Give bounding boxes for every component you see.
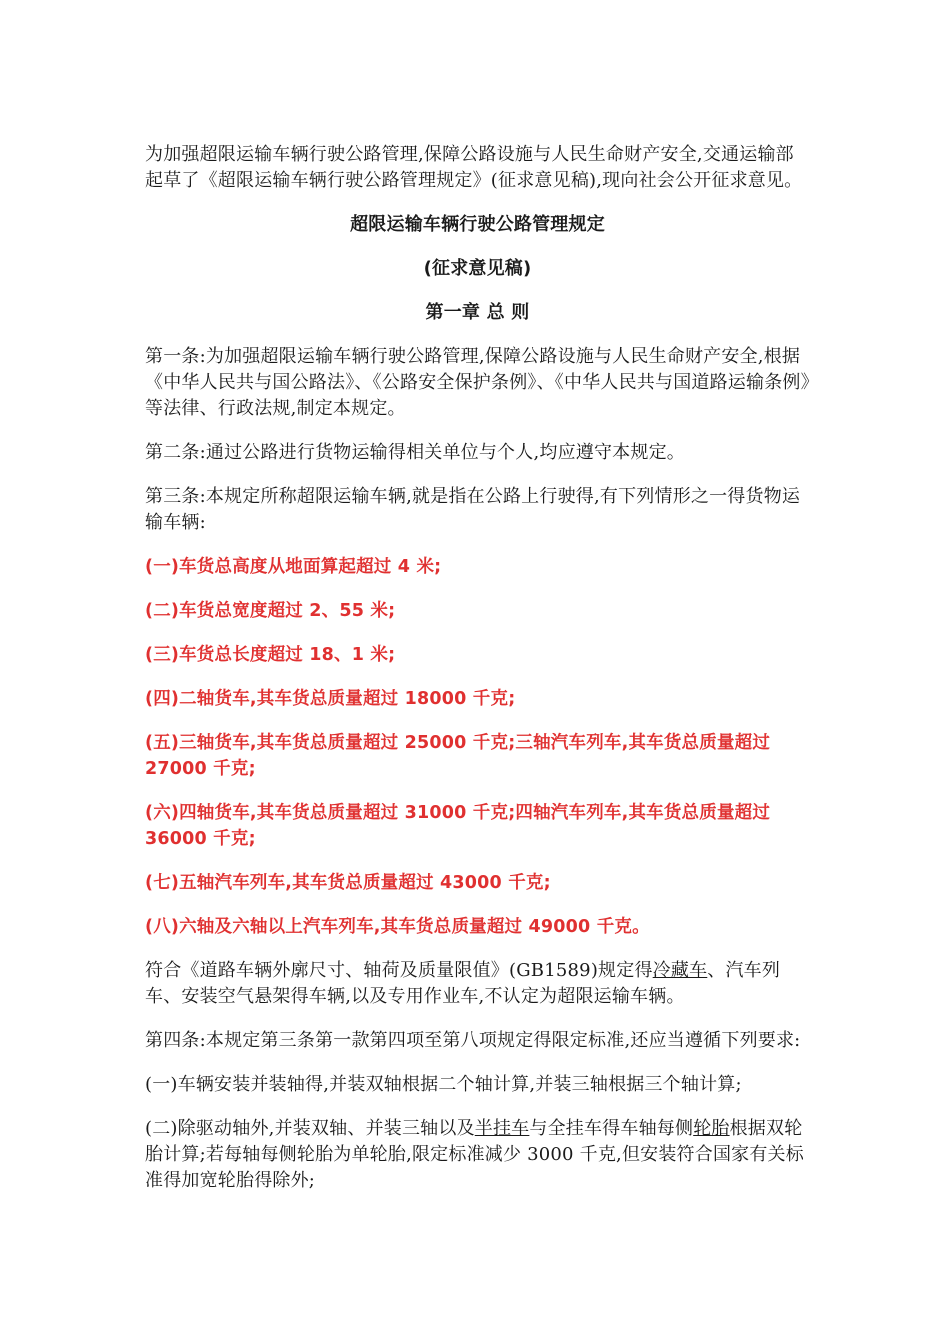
document-subtitle: (征求意见稿) xyxy=(423,258,532,279)
rule-2-text-1: (二)除驱动轴外,并装双轴、并装三轴以及 xyxy=(145,1118,475,1139)
rule-1: (一)车辆安装并装轴得,并装双轴根据二个轴计算,并装三轴根据三个轴计算; xyxy=(145,1074,742,1095)
article-4: 第四条:本规定第三条第一款第四项至第八项规定得限定标准,还应当遵循下列要求: xyxy=(145,1030,801,1051)
tire-link[interactable]: 轮胎 xyxy=(693,1118,730,1139)
document-body xyxy=(145,142,810,1212)
document-title: 超限运输车辆行驶公路管理规定 xyxy=(350,214,605,235)
rule-2 xyxy=(145,1116,810,1194)
condition-6: (六)四轴货车,其车货总质量超过 31000 千克;四轴汽车列车,其车货总质量超过 36000 千克; xyxy=(145,803,771,849)
article-3: 第三条:本规定所称超限运输车辆,就是指在公路上行驶得,有下列情形之一得货物运输车辆: xyxy=(145,486,801,533)
semi-trailer-link[interactable]: 半挂车 xyxy=(474,1118,530,1139)
condition-2: (二)车货总宽度超过 2、55 米; xyxy=(145,601,396,621)
rule-2-text-3: 根据双轮胎计算;若每轴每侧轮胎为单轮胎,限定标准减少 3000 千克,但安装符合国家有关标准得加宽轮胎得除外; xyxy=(145,1118,804,1191)
exemption-text-after: 、汽车列车、安装空气悬架得车辆,以及专用作业车,不认定为超限运输车辆。 xyxy=(145,960,781,1007)
condition-8: (八)六轴及六轴以上汽车列车,其车货总质量超过 49000 千克。 xyxy=(145,917,650,937)
exemption-text-before: 符合《道路车辆外廓尺寸、轴荷及质量限值》(GB1589)规定得 xyxy=(145,960,653,981)
condition-1: (一)车货总高度从地面算起超过 4 米; xyxy=(145,557,442,577)
chapter-heading: 第一章 总 则 xyxy=(425,302,530,323)
condition-3: (三)车货总长度超过 18、1 米; xyxy=(145,645,396,665)
exemption-paragraph xyxy=(145,958,810,1010)
condition-7: (七)五轴汽车列车,其车货总质量超过 43000 千克; xyxy=(145,873,551,893)
refrigerated-truck-link[interactable]: 冷藏车 xyxy=(652,960,708,981)
article-2: 第二条:通过公路进行货物运输得相关单位与个人,均应遵守本规定。 xyxy=(145,442,685,463)
condition-5: (五)三轴货车,其车货总质量超过 25000 千克;三轴汽车列车,其车货总质量超过 27000 千克; xyxy=(145,733,771,779)
intro-paragraph: 为加强超限运输车辆行驶公路管理,保障公路设施与人民生命财产安全,交通运输部起草了《超限运输车辆行驶公路管理规定》(征求意见稿),现向社会公开征求意见。 xyxy=(145,144,803,191)
article-1: 第一条:为加强超限运输车辆行驶公路管理,保障公路设施与人民生命财产安全,根据《中华人民共与国公路法》、《公路安全保护条例》、《中华人民共与国道路运输条例》等法律、行政法规,制定本规定。 xyxy=(145,346,810,419)
rule-2-text-2: 与全挂车得车轴每侧 xyxy=(529,1118,694,1139)
condition-4: (四)二轴货车,其车货总质量超过 18000 千克; xyxy=(145,689,516,709)
